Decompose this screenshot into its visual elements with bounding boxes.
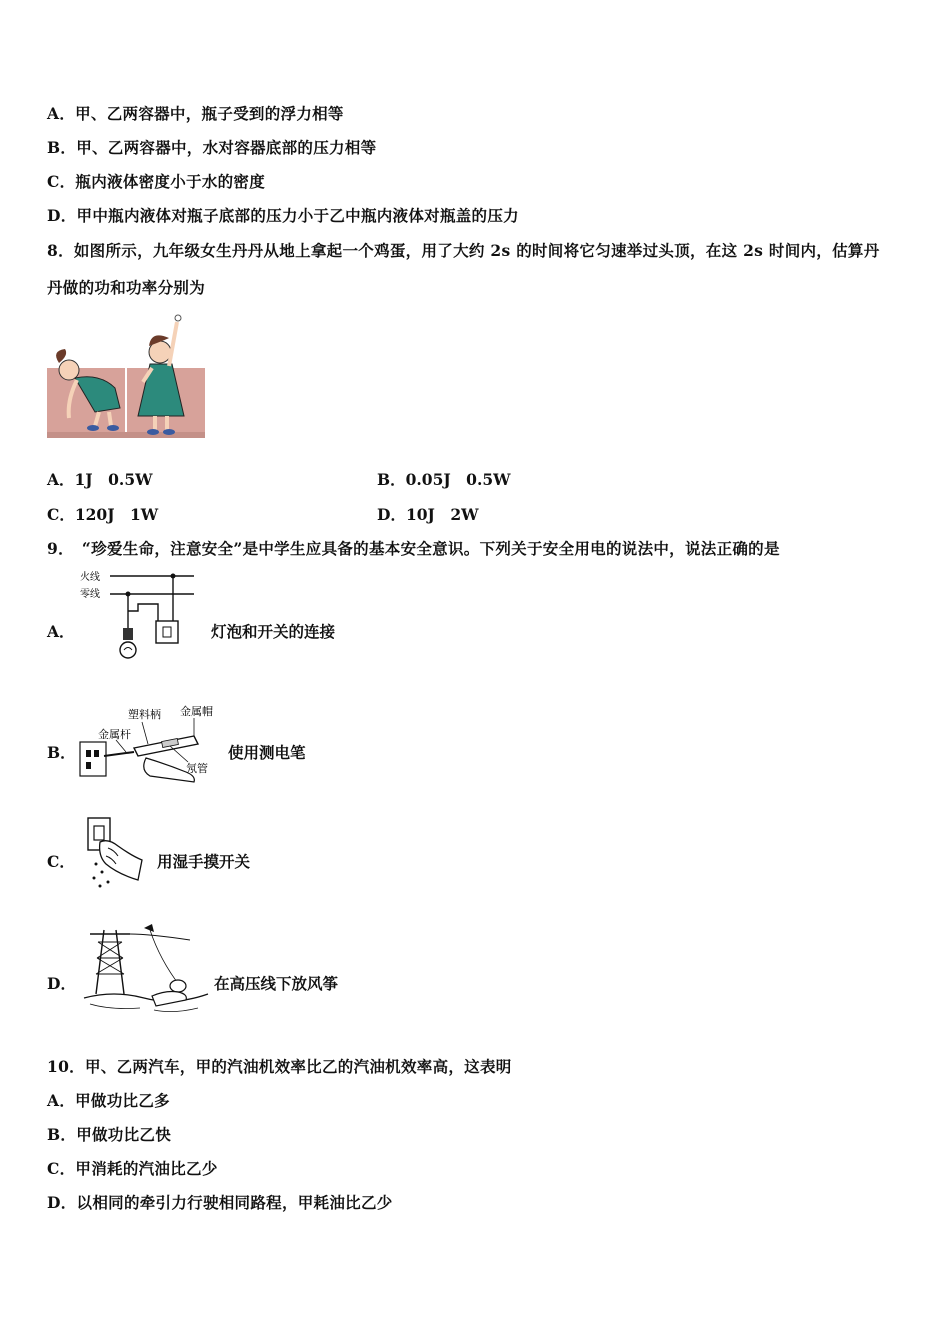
q9-option-d-text: 在高压线下放风筝 <box>214 974 339 993</box>
metal-cap-label: 金属帽 <box>180 705 213 718</box>
q9-stem: 9． “珍爱生命，注意安全”是中学生应具备的基本安全意识。下列关于安全用电的说法中，说法正确的是 <box>47 539 780 558</box>
q8-option-a: A．1J 0.5W <box>47 470 153 489</box>
q8-option-d: D．10J 2W <box>377 505 479 524</box>
neutral-wire-label: 零线 <box>80 589 100 600</box>
q9-option-b-letter: B． <box>47 743 76 762</box>
q9-figure-b-test-pen <box>76 700 222 784</box>
q8-option-c: C．120J 1W <box>47 505 159 524</box>
q9-option-a-letter: A． <box>47 622 75 641</box>
q10-stem: 10．甲、乙两汽车，甲的汽油机效率比乙的汽油机效率高，这表明 <box>47 1057 512 1076</box>
q10-option-a: A．甲做功比乙多 <box>47 1091 170 1110</box>
q9-option-c-text: 用湿手摸开关 <box>157 852 251 871</box>
plastic-handle-label: 塑料柄 <box>128 708 161 721</box>
q10-option-b: B．甲做功比乙快 <box>47 1125 172 1144</box>
metal-rod-label: 金属杆 <box>98 728 131 741</box>
q8-stem-line1: 8．如图所示，九年级女生丹丹从地上拿起一个鸡蛋，用了大约 2s 的时间将它匀速举过头顶，在这 2s 时间内，估算丹 <box>47 241 880 260</box>
q9-option-c-letter: C． <box>47 852 75 871</box>
q9-option-b-text: 使用测电笔 <box>228 743 306 762</box>
q8-figure-girl-lifting-egg <box>47 308 207 440</box>
q7-option-d: D．甲中瓶内液体对瓶子底部的压力小于乙中瓶内液体对瓶盖的压力 <box>47 206 519 225</box>
q9-figure-d-kite-power-line <box>82 922 210 1020</box>
neon-tube-label: 氖管 <box>186 762 208 775</box>
q10-option-d: D．以相同的牵引力行驶相同路程，甲耗油比乙少 <box>47 1193 393 1212</box>
q9-option-a-text: 灯泡和开关的连接 <box>211 622 336 641</box>
live-wire-label: 火线 <box>80 572 100 583</box>
q9-figure-a-circuit <box>78 566 202 666</box>
q9-option-d-letter: D． <box>47 974 76 993</box>
q8-stem-line2: 丹做的功和功率分别为 <box>47 278 206 297</box>
q8-option-b: B．0.05J 0.5W <box>377 470 511 489</box>
q10-option-c: C．甲消耗的汽油比乙少 <box>47 1159 218 1178</box>
q7-option-a: A．甲、乙两容器中，瓶子受到的浮力相等 <box>47 104 344 123</box>
q7-option-c: C．瓶内液体密度小于水的密度 <box>47 172 266 191</box>
q9-figure-c-wet-hand-switch <box>80 812 146 892</box>
q7-option-b: B．甲、乙两容器中，水对容器底部的压力相等 <box>47 138 377 157</box>
